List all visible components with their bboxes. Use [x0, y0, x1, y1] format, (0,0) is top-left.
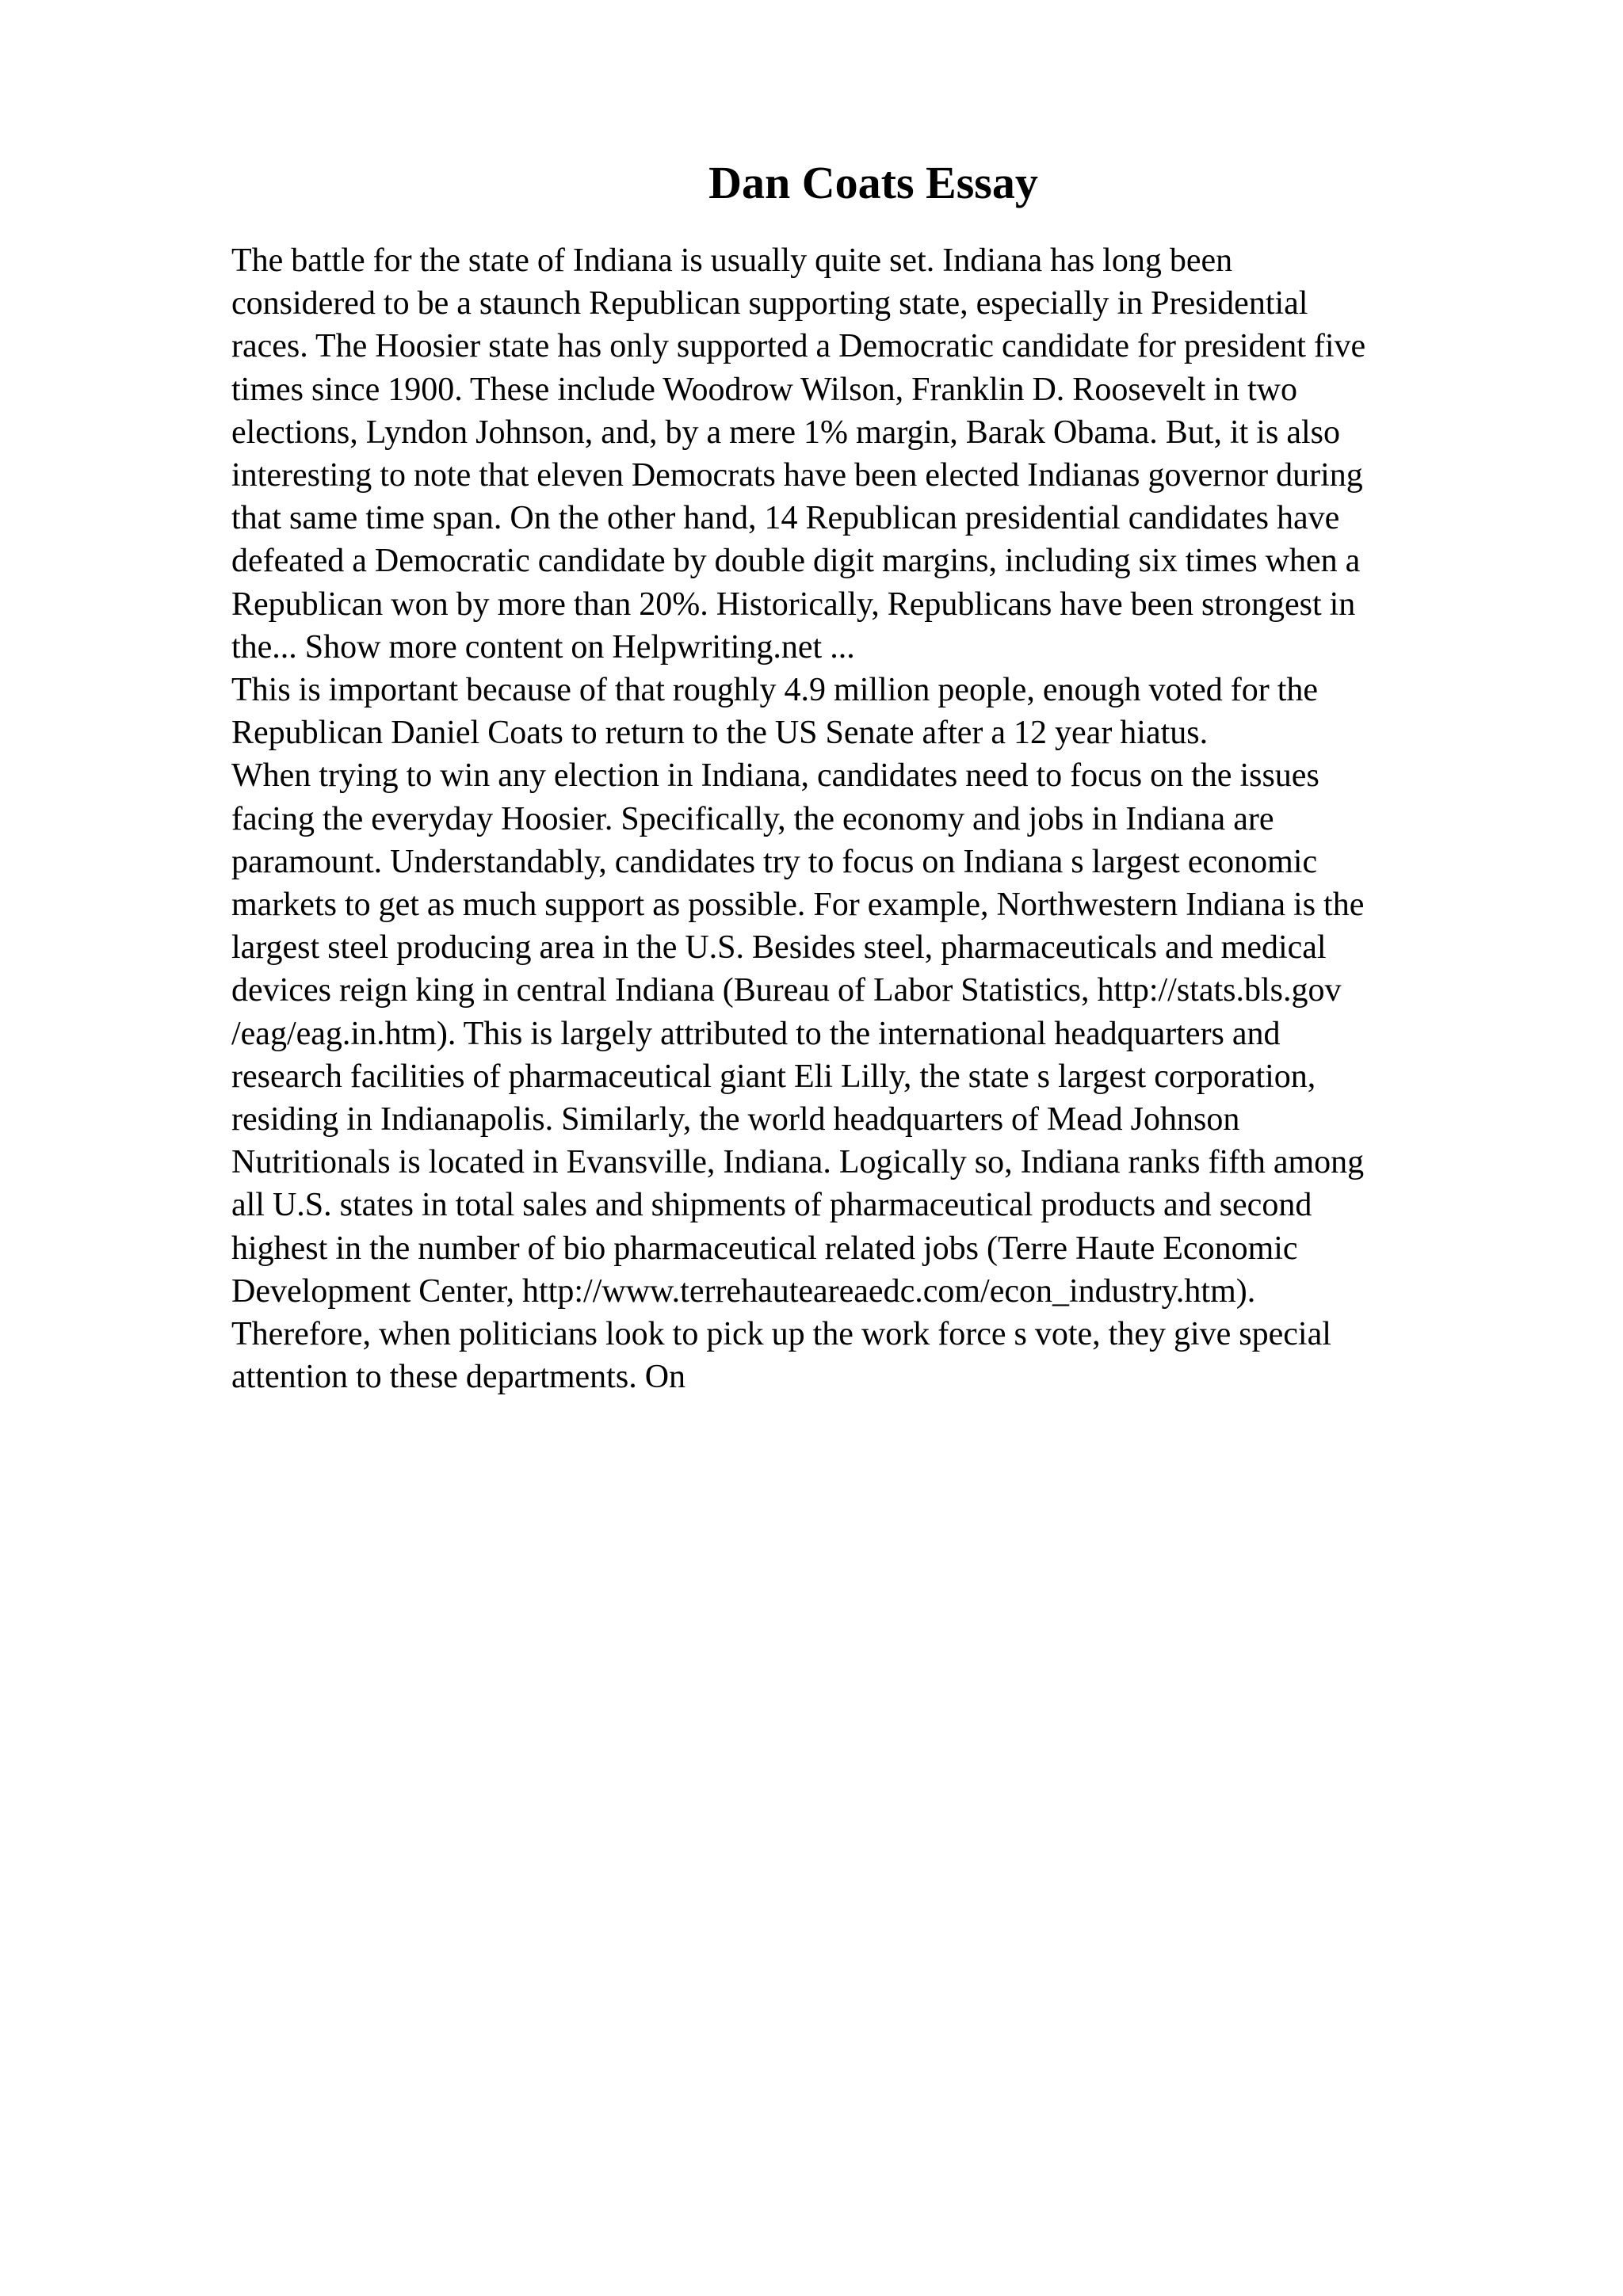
page-title: Dan Coats Essay — [708, 157, 1038, 208]
essay-paragraph-2: This is important because of that roughly 4.9 million people, enough voted for the Republican Daniel Coats to return to the US Senate after a 12 year hiatus. — [231, 672, 1319, 752]
essay-body — [231, 155, 1499, 1398]
essay-paragraph-1: The battle for the state of Indiana is usually quite set. Indiana has long been considered to be a staunch Republican supporting state, especially in Presidential races. The Hoosier state has only supported a Democratic candidate for president five times since 1900. These include Woodrow Wilson, Franklin D. Roosevelt in two elections, Lyndon Johnson, and, by a mere 1% margin, Barak Obama. But, it is also interesting to note that eleven Democrats have been elected Indianas governor during that same time span. On the other hand, 14 Republican presidential candidates have defeated a Democratic candidate by double digit margins, including six times when a Republican won by more than 20%. Historically, Republicans have been strongest in the... Show more content on Helpwriting.net ... — [231, 242, 1366, 666]
essay-paragraph-3: When trying to win any election in Indiana, candidates need to focus on the issues facing the everyday Hoosier. Specifically, the economy and jobs in Indiana are paramount. Understandably, candidates try to focus on Indiana s largest economic markets to get as much support as possible. For example, Northwestern Indiana is the largest steel producing area in the U.S. Besides steel, pharmaceuticals and medical devices reign king in central Indiana (Bureau of Labor Statistics, http://stats.bls.gov /eag/eag.in.htm). This is largely attributed to the international headquarters and research facilities of pharmaceutical giant Eli Lilly, the state s largest corporation, residing in Indianapolis. Similarly, the world headquarters of Mead Johnson Nutritionals is located in Evansville, Indiana. Logically so, Indiana ranks fifth among all U.S. states in total sales and shipments of pharmaceutical products and second highest in the number of bio pharmaceutical related jobs (Terre Haute Economic Development Center, http://www.terrehauteareaedc.com/econ_industry.htm). Therefore, when politicians look to pick up the work force s vote, they give special attention to these departments. On — [231, 757, 1365, 1396]
